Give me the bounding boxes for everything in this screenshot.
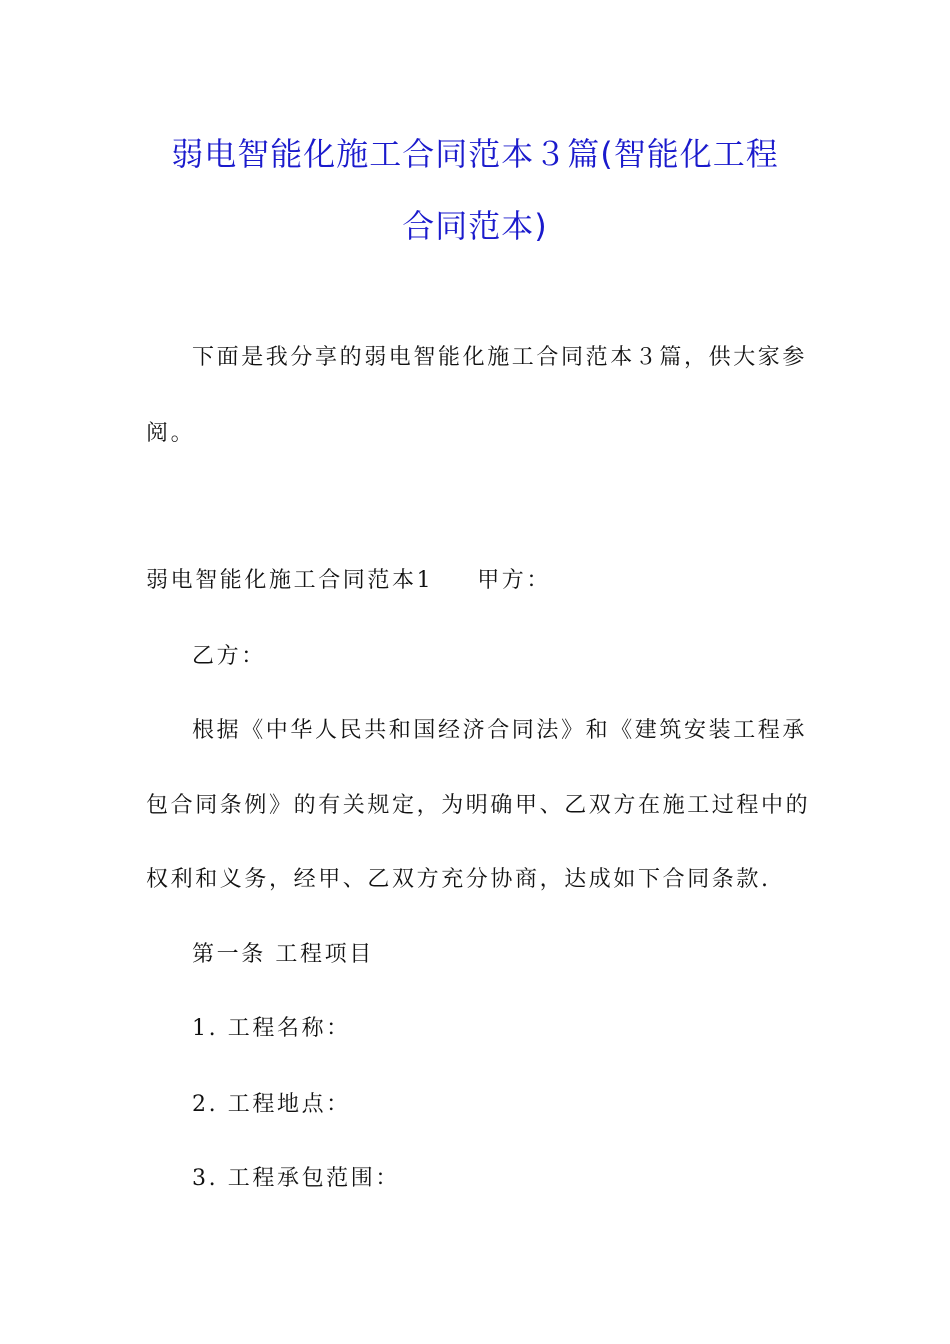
preamble-line-1: 根据《中华人民共和国经济合同法》和《建筑安装工程承: [192, 718, 808, 743]
list-item-project-location: 2. 工程地点：: [192, 1092, 351, 1117]
section-heading: 弱电智能化施工合同范本1: [146, 568, 434, 593]
preamble-line-2: 包合同条例》的有关规定，为明确甲、乙双方在施工过程中的: [146, 793, 811, 818]
document-title-line-2: 合同范本): [402, 207, 548, 245]
preamble-line-3: 权利和义务，经甲、乙双方充分协商，达成如下合同条款.: [146, 867, 771, 892]
section-heading-row: [146, 566, 551, 596]
intro-paragraph-line-2: 阅。: [146, 421, 196, 446]
article-1-title: 第一条 工程项目: [192, 942, 374, 967]
document-title-line-1: 弱电智能化施工合同范本３篇(智能化工程: [171, 135, 779, 173]
list-item-project-name: 1. 工程名称：: [192, 1016, 351, 1041]
list-item-contract-scope: 3. 工程承包范围：: [192, 1166, 400, 1191]
intro-paragraph-line-1: 下面是我分享的弱电智能化施工合同范本３篇，供大家参: [192, 345, 808, 370]
party-a-label: 甲方：: [477, 568, 552, 593]
party-b-label: 乙方：: [192, 644, 266, 669]
